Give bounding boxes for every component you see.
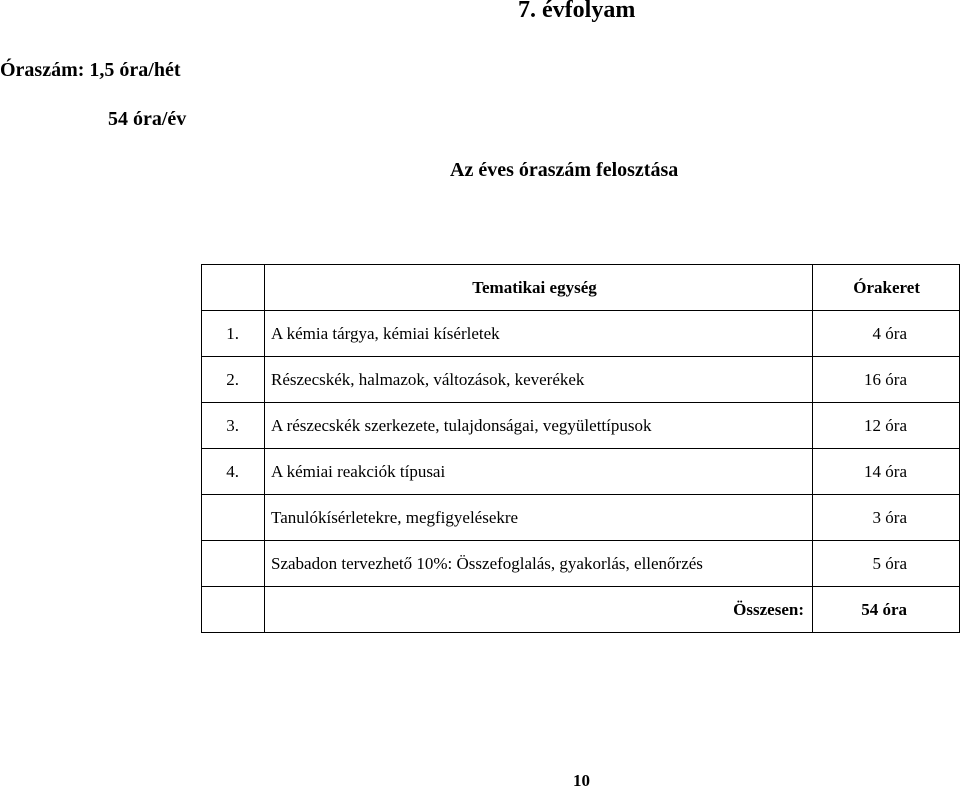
grade-heading: 7. évfolyam <box>518 0 636 23</box>
row-hours: 14 óra <box>813 449 960 495</box>
row-topic: A kémia tárgya, kémiai kísérletek <box>265 311 813 357</box>
hours-per-week: Óraszám: 1,5 óra/hét <box>0 59 181 81</box>
row-number: 3. <box>202 403 265 449</box>
total-row <box>202 587 960 633</box>
total-hours: 54 óra <box>813 587 960 633</box>
row-number: 2. <box>202 357 265 403</box>
row-topic: Tanulókísérletekre, megfigyelésekre <box>265 495 813 541</box>
row-hours: 4 óra <box>813 311 960 357</box>
table-row <box>202 357 960 403</box>
table-row <box>202 311 960 357</box>
row-topic: A részecskék szerkezete, tulajdonságai, vegyülettípusok <box>265 403 813 449</box>
page-number: 10 <box>573 771 590 790</box>
hours-per-year: 54 óra/év <box>108 108 187 130</box>
row-topic: Részecskék, halmazok, változások, keverékek <box>265 357 813 403</box>
row-hours: 5 óra <box>813 541 960 587</box>
row-hours: 12 óra <box>813 403 960 449</box>
table-header-row <box>202 265 960 311</box>
table-row <box>202 449 960 495</box>
row-number: 1. <box>202 311 265 357</box>
table-row <box>202 541 960 587</box>
row-topic: Szabadon tervezhető 10%: Összefoglalás, gyakorlás, ellenőrzés <box>265 541 813 587</box>
row-hours: 16 óra <box>813 357 960 403</box>
header-topic: Tematikai egység <box>265 265 813 311</box>
row-number <box>202 495 265 541</box>
allocation-subtitle: Az éves óraszám felosztása <box>450 159 679 181</box>
row-number: 4. <box>202 449 265 495</box>
table-row <box>202 495 960 541</box>
total-label: Összesen: <box>265 587 813 633</box>
table-row <box>202 403 960 449</box>
total-number-cell <box>202 587 265 633</box>
row-topic: A kémiai reakciók típusai <box>265 449 813 495</box>
header-number <box>202 265 265 311</box>
row-number <box>202 541 265 587</box>
row-hours: 3 óra <box>813 495 960 541</box>
allocation-table <box>201 264 960 633</box>
header-hours: Órakeret <box>813 265 960 311</box>
